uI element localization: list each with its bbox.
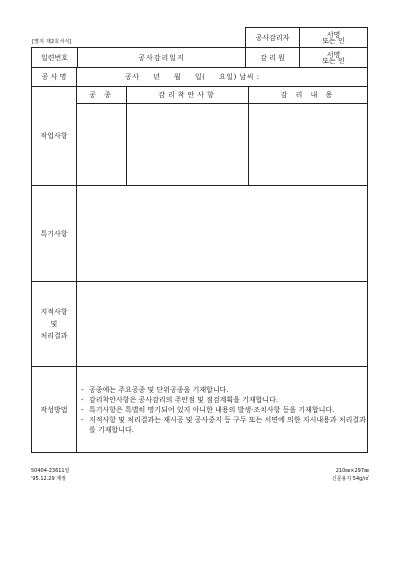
instructions-results-label bbox=[32, 282, 77, 367]
sign-label-or-seal: 또는 인 bbox=[322, 36, 345, 45]
method-note: - 특기사항은 특별히 명기되어 있지 아니한 내용의 발생·조치사항 등을 기재합니다. bbox=[81, 405, 367, 415]
sign-label: 서명 bbox=[326, 50, 341, 59]
supervision-points-field[interactable] bbox=[127, 104, 249, 186]
supervisor-signature-field[interactable] bbox=[300, 28, 368, 48]
special-notes-label: 특기사항 bbox=[32, 186, 77, 282]
footer-form-code: 50404-23611일 bbox=[31, 468, 70, 474]
instructions-label-line1: 지적사항 bbox=[40, 308, 68, 316]
journal-table bbox=[31, 67, 368, 453]
doc-number-label: 일련번호 bbox=[32, 48, 78, 68]
method-note: - 감리착안사항은 공사감리의 주안점 및 점검계획을 기재합니다. bbox=[81, 395, 367, 405]
instructions-results-field[interactable] bbox=[77, 282, 368, 367]
project-name-label: 공 사 명 bbox=[32, 68, 77, 87]
header-table bbox=[31, 27, 368, 68]
instructions-label-line2: 및 bbox=[50, 320, 58, 328]
work-items-label: 작업사항 bbox=[32, 87, 77, 186]
supervision-content-header: 감 리 내 용 bbox=[249, 87, 368, 104]
work-type-field[interactable] bbox=[77, 104, 127, 186]
writing-method-label: 작성방법 bbox=[32, 367, 77, 453]
supervision-points-header: 감리착안사항 bbox=[127, 87, 249, 104]
supervisor-label: 공사감리자 bbox=[246, 28, 300, 48]
footer-paper-size: 210㎜×297㎜ bbox=[335, 468, 369, 474]
footer-paper-type: 신문용지 54g/㎡ bbox=[331, 476, 369, 482]
writing-method-notes bbox=[77, 367, 368, 453]
work-type-header: 공 종 bbox=[77, 87, 127, 104]
supervision-content-field[interactable] bbox=[249, 104, 368, 186]
sign-label-or-seal: 또는 인 bbox=[322, 56, 345, 65]
instructions-label-line3: 처리결과 bbox=[40, 332, 68, 340]
inspector-label: 감 리 원 bbox=[246, 48, 300, 68]
method-note: - 공종에는 주요공종 및 단위공종을 기재합니다. bbox=[81, 385, 367, 395]
project-date-weather-field[interactable]: 공사 년 월 일( 요일) 날씨 : bbox=[77, 68, 368, 87]
sign-label: 서명 bbox=[326, 30, 341, 39]
method-note: - 지적사항 및 처리결과는 재시공 및 공사중지 등 구두 또는 서면에 의한 지시내용과 처리결과를 기재합니다. bbox=[81, 415, 367, 435]
special-notes-field[interactable] bbox=[77, 186, 368, 282]
inspector-signature-field[interactable] bbox=[300, 48, 368, 68]
footer-enactment-date: '95.12.29 제정 bbox=[31, 476, 66, 482]
form-title: 공사감리일지 bbox=[78, 48, 246, 68]
form-number: [별지 제2호서식] bbox=[32, 39, 72, 45]
